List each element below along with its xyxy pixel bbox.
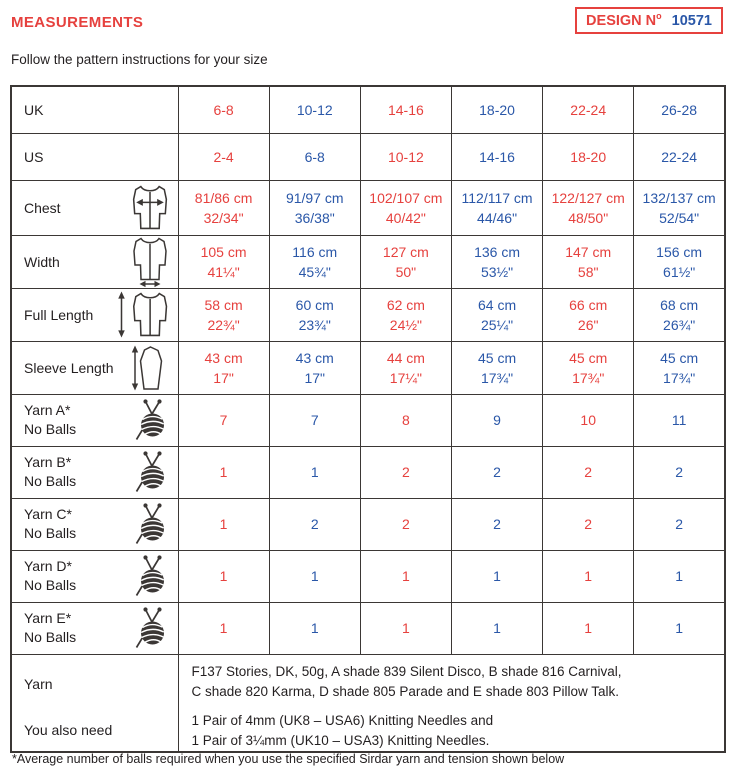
yarn-count-cell: 11 (634, 394, 725, 446)
measure-cell (178, 288, 269, 341)
measure-in: 17¼" (389, 369, 422, 386)
yarn-ball-icon (133, 502, 173, 547)
measure-cm: 45 cm (569, 349, 608, 366)
yarn-ball-icon (133, 450, 173, 495)
yarn-count-cell: 1 (178, 446, 269, 498)
measure-cm: 136 cm (474, 243, 520, 260)
row-label-cell (11, 235, 178, 288)
page-title: MEASUREMENTS (11, 14, 144, 31)
measure-cm: 132/137 cm (642, 189, 716, 206)
bottom-row-label: Yarn (24, 676, 53, 692)
yarn-icon-wrap (133, 502, 173, 547)
measure-in: 26¾" (663, 316, 696, 333)
bottom-row-text: F137 Stories, DK, 50g, A shade 839 Silent Disco, B shade 816 Carnival, C shade 820 Karma, D shade 805 Parade and E shade 803 Pillow Talk. (191, 663, 622, 699)
design-number: 10571 (671, 12, 712, 29)
measure-in: 17" (304, 369, 325, 386)
yarn-count-cell: 2 (451, 446, 542, 498)
measure-in: 17¾" (480, 369, 514, 386)
yarn-count-cell: 7 (269, 394, 360, 446)
measure-cm: 58 cm (204, 296, 243, 313)
row-label-cell (11, 446, 178, 498)
measure-in: 45¾" (298, 263, 331, 280)
bottom-row-text: 1 Pair of 4mm (UK8 – USA6) Knitting Needles and 1 Pair of 3¼mm (UK10 – USA3) Knitting Needles. (191, 712, 494, 748)
measure-in: 52/54" (659, 209, 700, 226)
measure-in: 61½" (663, 263, 696, 280)
measure-cm: 112/117 cm (461, 189, 533, 206)
measure-in: 41¼" (207, 263, 240, 280)
size-row-us (11, 133, 725, 180)
row-label-cell (11, 86, 178, 133)
subtitle: Follow the pattern instructions for your size (11, 52, 268, 67)
measure-cm: 64 cm (477, 296, 517, 313)
measure-cell (178, 235, 269, 288)
measure-cm: 147 cm (565, 243, 612, 260)
size-cell: 2-4 (178, 133, 269, 180)
measure-cell (269, 341, 360, 394)
size-cell: 22-24 (543, 86, 634, 133)
measure-cell (451, 341, 542, 394)
sweater-chest-icon (127, 184, 173, 231)
size-cell: 14-16 (360, 86, 451, 133)
measure-cm: 122/127 cm (551, 189, 625, 206)
yarn-row-c (11, 498, 725, 550)
measure-in: 53½" (480, 263, 514, 280)
yarn-count-cell: 1 (543, 602, 634, 654)
yarn-count-cell: 2 (269, 498, 360, 550)
yarn-row-e (11, 602, 725, 654)
measure-cm: 45 cm (660, 349, 699, 366)
measure-icon-wrap (127, 184, 173, 231)
measure-cm: 62 cm (386, 296, 425, 313)
measure-cm: 66 cm (569, 296, 608, 313)
measure-icon-wrap (117, 291, 173, 338)
yarn-count-cell: 1 (451, 550, 542, 602)
sweater-width-icon (127, 236, 173, 288)
yarn-count-cell: 2 (543, 498, 634, 550)
measure-in: 25¼" (480, 316, 514, 333)
yarn-count-cell: 8 (360, 394, 451, 446)
yarn-count-cell: 1 (178, 498, 269, 550)
measure-in: 36/38" (294, 209, 335, 226)
measure-cell (269, 235, 360, 288)
measure-in: 58" (577, 263, 599, 280)
yarn-count-cell: 1 (360, 550, 451, 602)
yarn-ball-icon (133, 554, 173, 599)
measure-cell (360, 180, 451, 235)
measure-cell (543, 288, 634, 341)
yarn-row-label: Yarn E* No Balls (24, 610, 77, 645)
yarn-count-cell: 2 (360, 498, 451, 550)
size-row-uk (11, 86, 725, 133)
measure-row-chest (11, 180, 725, 235)
row-label-cell (11, 180, 178, 235)
yarn-count-cell: 1 (451, 602, 542, 654)
design-label: DESIGN $N^o$ (586, 11, 662, 29)
measure-cell (451, 288, 542, 341)
yarn-row-b (11, 446, 725, 498)
measurements-table (10, 85, 726, 753)
yarn-count-cell: 2 (360, 446, 451, 498)
yarn-count-cell: 1 (178, 550, 269, 602)
sleeve-length-icon (131, 344, 173, 392)
sweater-length-icon (117, 291, 173, 338)
design-number-box (575, 7, 723, 34)
measure-in: 40/42" (385, 209, 426, 226)
measurements-table-body (11, 86, 725, 752)
measure-cell (269, 180, 360, 235)
measure-cm: 105 cm (200, 243, 247, 260)
yarn-count-cell: 2 (634, 498, 725, 550)
row-label-cell (11, 550, 178, 602)
yarn-row-label: Yarn A* No Balls (24, 402, 77, 437)
yarn-count-cell: 1 (269, 446, 360, 498)
measure-cell (634, 235, 725, 288)
yarn-row-d (11, 550, 725, 602)
yarn-info-row (11, 654, 725, 752)
measure-icon-wrap (131, 344, 173, 392)
row-label-cell (11, 288, 178, 341)
size-cell: 6-8 (269, 133, 360, 180)
footnote: *Average number of balls required when you use the specified Sirdar yarn and tension shown below (12, 752, 565, 766)
yarn-count-cell: 9 (451, 394, 542, 446)
measure-cm: 44 cm (386, 349, 425, 366)
measure-in: 26" (577, 316, 599, 333)
measure-cm: 102/107 cm (369, 189, 443, 206)
measure-cm: 156 cm (656, 243, 703, 260)
measure-cell (269, 288, 360, 341)
yarn-row-a (11, 394, 725, 446)
measure-cell (451, 235, 542, 288)
measure-in: 22¾" (207, 316, 240, 333)
measure-in: 50" (395, 263, 417, 280)
yarn-row-label: Yarn D* No Balls (24, 558, 77, 593)
yarn-count-cell: 2 (451, 498, 542, 550)
row-label-cell (11, 498, 178, 550)
measure-cell (360, 235, 451, 288)
measure-cell (634, 341, 725, 394)
yarn-count-cell: 1 (634, 550, 725, 602)
measure-cell (634, 180, 725, 235)
yarn-row-label: Yarn C* No Balls (24, 506, 77, 541)
measure-row-label: Full Length (24, 306, 94, 323)
row-label-cell (11, 133, 178, 180)
yarn-icon-wrap (133, 450, 173, 495)
measure-icon-wrap (127, 236, 173, 288)
measure-cell (360, 341, 451, 394)
yarn-count-cell: 2 (634, 446, 725, 498)
size-cell: 26-28 (634, 86, 725, 133)
measure-row-width (11, 235, 725, 288)
measure-cm: 81/86 cm (194, 189, 253, 206)
measure-cell (543, 180, 634, 235)
measure-in: 17" (213, 369, 234, 386)
measure-in: 17¾" (572, 369, 605, 386)
measure-row-label: Width (24, 253, 60, 270)
row-label-cell (11, 654, 178, 752)
yarn-count-cell: 2 (543, 446, 634, 498)
measure-in: 23¾" (298, 316, 331, 333)
yarn-ball-icon (133, 398, 173, 443)
measure-cm: 127 cm (382, 243, 429, 260)
measure-cm: 68 cm (660, 296, 699, 313)
yarn-row-label: Yarn B* No Balls (24, 454, 77, 489)
measure-cm: 45 cm (477, 349, 517, 366)
measure-cell (543, 341, 634, 394)
measure-cm: 43 cm (295, 349, 334, 366)
row-label-cell (11, 394, 178, 446)
measure-in: 17¾" (663, 369, 696, 386)
measure-cell (543, 235, 634, 288)
size-cell: 10-12 (360, 133, 451, 180)
yarn-icon-wrap (133, 554, 173, 599)
size-cell: 6-8 (178, 86, 269, 133)
yarn-count-cell: 10 (543, 394, 634, 446)
size-cell: 14-16 (451, 133, 542, 180)
measure-cell (634, 288, 725, 341)
measure-in: 48/50" (568, 209, 609, 226)
size-row-label: US (24, 148, 44, 165)
yarn-count-cell: 1 (634, 602, 725, 654)
measure-cell (178, 180, 269, 235)
row-label-cell (11, 341, 178, 394)
measure-cm: 43 cm (204, 349, 243, 366)
measure-cm: 91/97 cm (285, 189, 344, 206)
size-cell: 18-20 (451, 86, 542, 133)
yarn-count-cell: 1 (543, 550, 634, 602)
measure-row-label: Sleeve Length (24, 359, 114, 376)
measure-cell (178, 341, 269, 394)
measure-cell (360, 288, 451, 341)
measure-in: 44/46" (477, 209, 518, 226)
size-row-label: UK (24, 101, 44, 118)
yarn-icon-wrap (133, 398, 173, 443)
yarn-count-cell: 1 (360, 602, 451, 654)
yarn-info-cell (178, 654, 725, 752)
measure-cm: 116 cm (292, 243, 338, 260)
yarn-count-cell: 1 (178, 602, 269, 654)
measure-row-label: Chest (24, 199, 61, 216)
measure-row-sleeve-length (11, 341, 725, 394)
bottom-row-label: You also need (24, 722, 113, 738)
degree-sup: o (656, 11, 662, 21)
measure-in: 24½" (389, 316, 422, 333)
yarn-count-cell: 1 (269, 602, 360, 654)
size-cell: 10-12 (269, 86, 360, 133)
measure-cm: 60 cm (295, 296, 334, 313)
yarn-count-cell: 7 (178, 394, 269, 446)
size-cell: 22-24 (634, 133, 725, 180)
yarn-ball-icon (133, 606, 173, 651)
measure-cell (451, 180, 542, 235)
row-label-cell (11, 602, 178, 654)
measure-row-full-length (11, 288, 725, 341)
yarn-icon-wrap (133, 606, 173, 651)
yarn-count-cell: 1 (269, 550, 360, 602)
size-cell: 18-20 (543, 133, 634, 180)
measure-in: 32/34" (203, 209, 244, 226)
